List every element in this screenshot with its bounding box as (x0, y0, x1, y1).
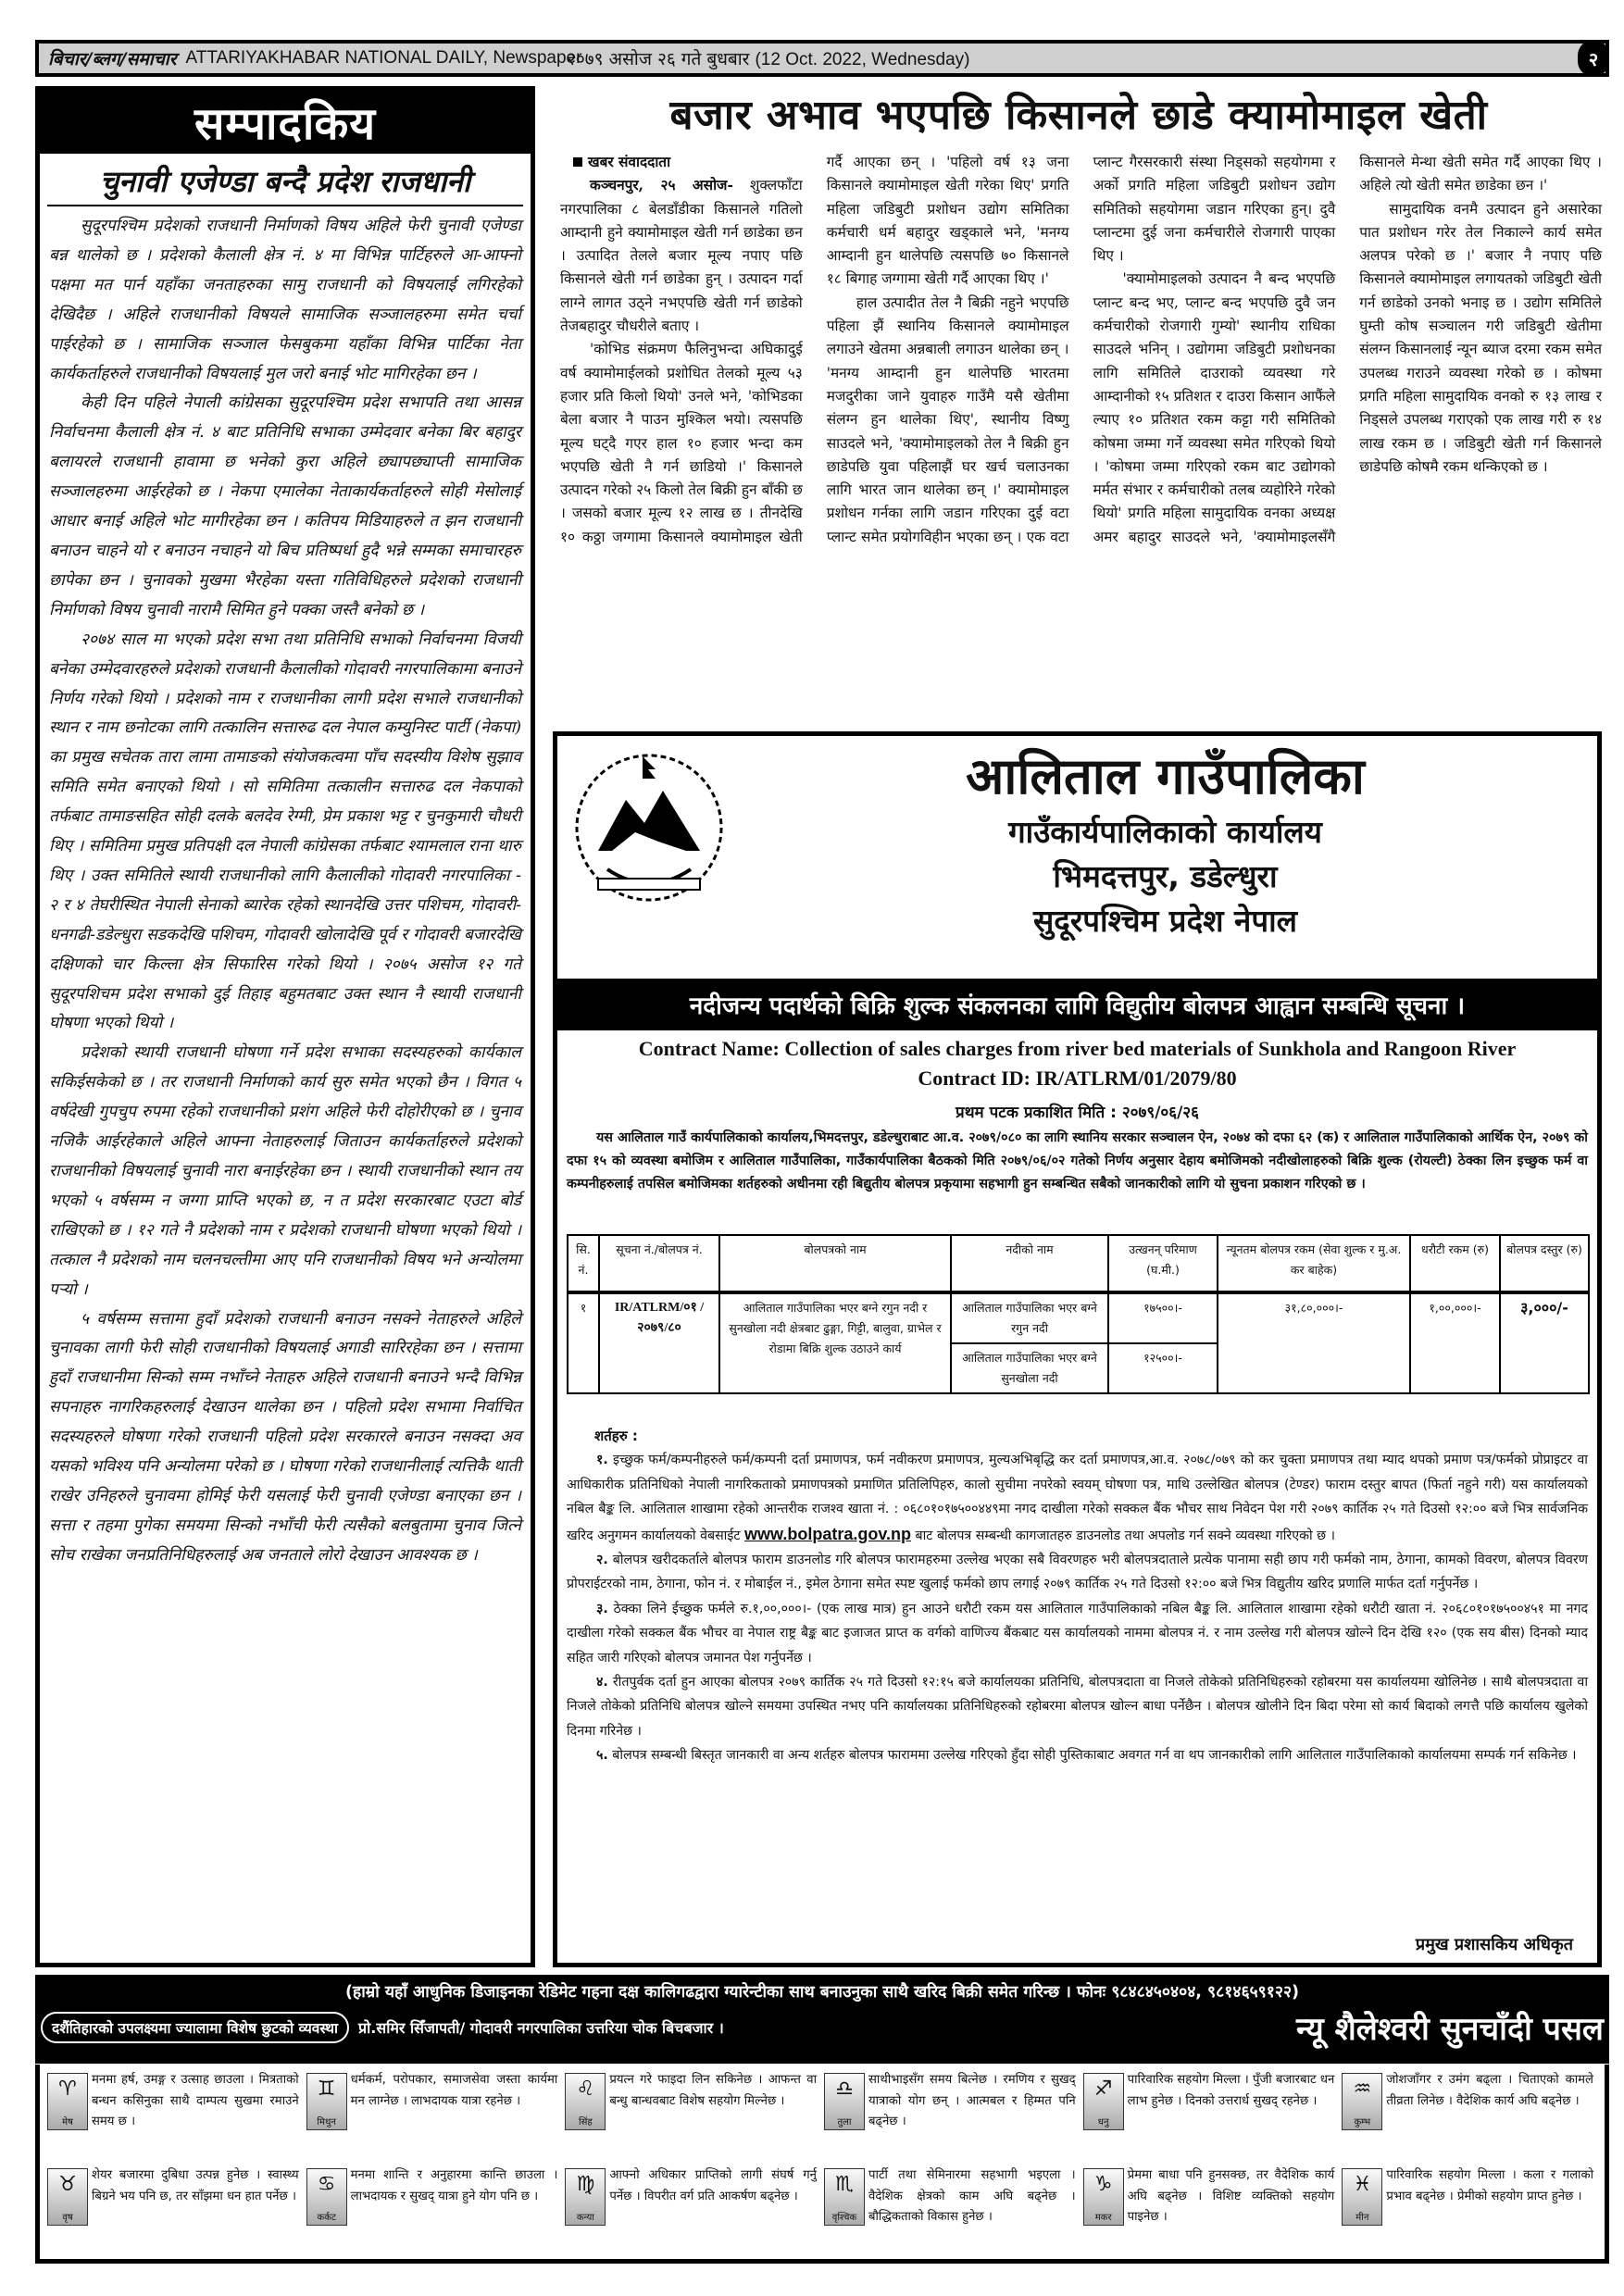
horoscope-item (563, 2162, 822, 2257)
cell-min-bid: ३१,८०,०००।- (1218, 1292, 1410, 1393)
bid-table-header (568, 1235, 1589, 1292)
ad-offer-badge: दशैंतिहारको उपलक्ष्यमा ज्यालामा विशेष छुटको व्यवस्था (41, 2012, 349, 2043)
terms-section (567, 1424, 1588, 1768)
editorial-paragraph: प्रदेशको स्थायी राजधानी घोषणा गर्ने प्रदेश सभाका सदस्यहरुको कार्यकाल सकिईसकेको छ । तर राजधानी निर्माणको कार्य सुरु समेत भएको छैन । विगत ५ वर्षदेखी गुपचुप रुपमा रहेको राजधानीको प्रशंग अहिले फेरी दोहोरीएको छ । चुनाव नजिकै आईरहेकाले अहिले आफ्ना नेताहरुलाई जिताउन कार्यकर्ताहरुले प्रदेशको राजधानीको विषयलाई चुनावी नारा बनाईरहेका छन । स्थायी राजधानीको स्थान तय भएको ५ वर्षसम्म न जग्गा प्राप्ति भएको छ, न त प्रदेश सरकारबाट एउटा बोर्ड राखिएको छ । १२ गते नै प्रदेशको नाम र प्रदेशको राजधानी घोषणा भएको थियो । तत्काल नै प्रदेशको नाम चलनचल्तीमा आए पनि राजधानीको विषय भने अन्योलमा पर्‍यो । (49, 1043, 521, 1299)
term-number: ४. (596, 1675, 608, 1691)
col-fee: बोलपत्र दस्तुर (रु) (1500, 1235, 1589, 1292)
term-item (567, 1670, 1588, 1743)
term-item (567, 1743, 1588, 1767)
contract-name: Contract Name: Collection of sales charges from river bed materials of Sunkhola and Rangoon River (638, 1037, 1517, 1060)
organization-province: सुदूरपश्चिम प्रदेश नेपाल (1032, 903, 1298, 939)
horoscope-text: जोशजाँगर र उमंग बढ्ला । चिताएको कामले तीव्रता लिनेछ । वैदेशिक कार्य अघि बढ्नेछ । (1386, 2073, 1593, 2108)
horoscope-text: पारिवारिक सहयोग मिल्ला । पुँजी बजारबाट धन लाभ हुनेछ । दिनको उत्तरार्ध सुखद् रहनेछ । (1127, 2073, 1335, 2108)
zodiac-name: मीन (1355, 2213, 1369, 2223)
cell-river-name: आलिताल गाउँपालिका भएर बग्ने सुनखोला नदी (951, 1343, 1108, 1393)
article-paragraph: 'कोभिड संक्रमण फैलिनुभन्दा अघिकादुई वर्ष क्यामोमाईलको प्रशोधित तेलको मूल्य ५३ हजार प्रति किलो थियो' उनले भने, 'कोभिडका बेला बजार नै पाउन मुश्किल भयो। त्यसपछि मूल्य घट्दै गएर हाल १० हजार भन्दा कम भएपछि खेती नै गर्न छाडियो ।' किसानले उत्पादन गरेको २५ किलो तेल बिक्री हुन बाँकी छ । जसको बजार मूल्य १२ लाख छ । तीनदेखि १० कठ्ठा जग्गामा किसानले क्यामोमाइल खेती गर्दै आएका छन् । 'पहिलो वर्ष १३ जना किसानले क्यामोमाइल खेती गरेका थिए' प्रगति महिला जडिबुटी प्रशोधन उद्योग समितिका कर्मचारी धर्म बहादुर खड्काले भने, 'मनग्य आम्दानी हुन थालेपछि त्यसपछि ७० किसानले १८ बिगाह जग्गामा खेती गर्दै आएका थिए ।' (560, 154, 1069, 545)
horoscope-text: पारिवारिक सहयोग मिल्ला । कला र गलाको प्रभाव बढ्नेछ । प्रेमीको सहयोग प्राप्त हुनेछ । (1386, 2168, 1593, 2203)
bid-table (567, 1234, 1590, 1394)
cell-bid-name: आलिताल गाउँपालिका भएर बग्ने रगुन नदी र सुनखोला नदी क्षेत्रबाट ढुङ्गा, गिट्टी, बालुवा, ग्राभेल र रोडामा बिक्रि शुल्क उठाउने कार्य (719, 1292, 951, 1393)
tender-notice (553, 731, 1602, 1967)
article-byline (560, 151, 803, 174)
notice-title: नदीजन्य पदार्थको बिक्रि शुल्क संकलनका लागि विद्युतीय बोलपत्र आह्वान सम्बन्धि सूचना । (557, 979, 1597, 1030)
ad-details (35, 2003, 1609, 2053)
terms-heading: शर्तहरु : (594, 1428, 638, 1444)
cell-notice-no: IR/ATLRM/०१ /२०७९/८० (599, 1292, 719, 1393)
issue-date-nepali: २०७९ असोज २६ गते बुधबार (567, 49, 750, 69)
term-text: ठेक्का लिने ईच्छुक फर्मले रु.१,००,०००।- (एक लाख मात्र) हुन आउने धरौटी रकम यस आलिताल गाउँपालिकाको नबिल बैङ्क लि. आलिताल शाखामा रहेको धरौटी खाता नं. २०६८०१०१७५००४५१ मा नगद दाखीला गरेको सक्कल बैंक भौचर वा नेपाल राष्ट्र बैङ्क बाट इजाजत प्राप्त क वर्गको वाणिज्य बैंकबाट यस कार्यालयको नाममा बोलपत्र नं. र नाम उल्लेख गरी बोलपत्र खोल्ने दिन देखि १२० (एक सय बीस) दिनको म्याद सहित जारी गरिएको बोलपत्र जमानत पेश गर्नुपर्नेछ । (567, 1601, 1588, 1666)
notice-intro-text: यस आलिताल गाउँ कार्यपालिकाको कार्यालय,भिमदत्तपुर, डडेल्धुराबाट आ.व. २०७९/०८० का लागि स्थानिय सरकार सञ्चालन ऐन, २०७४ को दफा ६२ (क) र आलिताल गाउँपालिकाको आर्थिक ऐन, २०७९ को दफा १५ को व्यवस्था बमोजिम र आलिताल गाउँपालिका, गाउँकार्यपालिका बैठकको मिति २०७९/०६/०२ गतेको निर्णय अनुसार देहाय बमोजिमको नदीखोलाहरुको बिक्रि शुल्क (रोयल्टी) ठेक्का लिन इच्छुक फर्म वा कम्पनीहरुलाई तपसिल बमोजिमका शर्तहरुको अधीनमा रही बिद्युतीय बोलपत्र प्रकृयामा सहभागी हुन सम्बन्धित सबैको जानकारीको लागि यो सुचना प्रकाशन गरिएको छ । (567, 1130, 1588, 1192)
horoscope-text: प्रेममा बाधा पनि हुनसक्छ, तर वैदेशिक कार्य अघि बढ्नेछ । विशिष्ट व्यक्तिको सहयोग पाइनेछ । (1127, 2168, 1335, 2224)
virgo-icon (565, 2168, 606, 2226)
editorial-body (40, 206, 531, 1571)
horoscope-item (1340, 2162, 1599, 2257)
col-min-bid: न्यूनतम बोलपत्र रकम (सेवा शुल्क र मु.अ. कर बाहेक) (1218, 1235, 1410, 1292)
zodiac-glyph: ♒ (1353, 2078, 1372, 2101)
horoscope-text: प्रयत्न गरे फाइदा लिन सकिनेछ । आफन्त वा बन्धु बान्धवबाट विशेष सहयोग मिल्नेछ । (609, 2073, 817, 2108)
editorial-column (35, 86, 535, 1967)
horoscope-section (35, 2065, 1609, 2264)
zodiac-glyph: ♎ (835, 2078, 854, 2101)
aquarius-icon (1342, 2073, 1382, 2130)
zodiac-name: सिंह (578, 2117, 593, 2128)
zodiac-glyph: ♑ (1093, 2173, 1113, 2196)
article-headline: बजार अभाव भएपछि किसानले छाडे क्यामोमाइल खेती (669, 92, 1488, 139)
editorial-headline: चुनावी एजेण्डा बन्दै प्रदेश राजधानी (47, 161, 523, 206)
ad-shop-name: न्यू शैलेश्वरी सुनचाँदी पसल (1296, 2011, 1604, 2048)
col-river-name: नदीको नाम (951, 1235, 1108, 1292)
term-item (567, 1548, 1588, 1597)
term-number: १. (596, 1453, 608, 1468)
organization-name: आलिताल गाउँपालिका (966, 747, 1365, 805)
nepal-government-emblem-icon (570, 749, 728, 906)
term-number: ५. (596, 1748, 608, 1764)
zodiac-name: वृष (62, 2213, 73, 2223)
horoscope-item (1340, 2066, 1599, 2162)
contract-id: Contract ID: IR/ATLRM/01/2079/80 (918, 1067, 1237, 1090)
editorial-banner: सम्पादकिय (40, 91, 531, 154)
zodiac-glyph: ♍ (576, 2173, 595, 2196)
term-text: रीतपुर्वक दर्ता हुन आएका बोलपत्र २०७९ कार्तिक २५ गते दिउसो १२:१५ बजे कार्यालयका प्रतिनिधि, बोलपत्रदाता वा निजले तोकेको प्रतिनिधिहरुको रहोबरमा यस कार्यालयमा खोलिनेछ । साथै बोलपत्रदाता वा निजले तोकेको प्रतिनिधि बोलपत्र खोल्ने समयमा उपस्थित नभए पनि कार्यालयका प्रतिनिधिहरुको रहोबरमा बोलपत्र खोल्न बाधा पर्नेछैन । बोलपत्र खोलीने दिन बिदा परेमा सो कार्य बिदाको लगत्तै पछि कार्यालय खुलेको दिनमा गरिनेछ । (567, 1675, 1588, 1739)
article-paragraph (560, 174, 803, 338)
byline-text: खबर संवाददाता (588, 154, 671, 170)
editorial-paragraph: सुदूरपश्चिम प्रदेशको राजधानी निर्माणको विषय अहिले फेरी चुनावी एजेण्डा बन्न थालेको छ । प्रदेशको कैलाली क्षेत्र नं. ४ मा विभिन्न पार्टिहरुले आ-आफ्नो पक्षमा मत पार्न यहाँका जनताहरुका सामु राजधानी को विषयलाई लगिरहेको देखिदैछ । अहिले राजधानीको विषयले सामाजिक सञ्जालहरुमा समेत चर्चा पाईरहेको छ । सामाजिक सञ्जाल फेसबुकमा यहाँका विभिन्न पार्टिका नेता कार्यकर्ताहरुले राजधानीको विषयलाई मुल जरो बनाई भोट मागिरहेका छन । (49, 217, 521, 383)
table-row (568, 1292, 1589, 1343)
zodiac-name: वृश्चिक (831, 2213, 857, 2223)
cell-volume: १२५००।- (1108, 1343, 1218, 1393)
cell-deposit: १,००,०००।- (1410, 1292, 1500, 1393)
horoscope-item (822, 2162, 1081, 2257)
article-paragraph-text: शुक्लफाँटा नगरपालिका ८ बेलडाँडीका किसानले गतिलो आम्दानी हुने क्यामोमाइल खेती गर्न छाडेका छन । उत्पादित तेलले बजार मूल्य नपाए पछि किसानले खेती गर्न छाडेका हुन् । उत्पादन गर्दा लाग्ने लागत उठ्ने नभएपछि खेती गर्न छाडेको तेजबहादुर चौधरीले बताए । (560, 177, 803, 335)
capricorn-icon (1083, 2168, 1124, 2226)
signatory-title: प्रमुख प्रशासकिय अधिकृत (1415, 1935, 1573, 1954)
editorial-paragraph: २०७४ साल मा भएको प्रदेश सभा तथा प्रतिनिधि सभाको निर्वाचनमा विजयी बनेका उम्मेदवारहरुले प्रदेशको राजधानी कैलालीको गोदावरी नगरपालिकामा बनाउने निर्णय गरेको थियो । प्रदेशको नाम र राजधानीका लागी प्रदेश सभाले राजधानीको स्थान र नाम छनोटका लागि तत्कालिन सत्तारुढ दल नेपाल कम्युनिस्ट पार्टी (नेकपा) का प्रमुख सचेतक तारा लामा तामाङको संयोजकत्वमा पाँच सदस्यीय विशेष सुझाव समिति समेत बनाएको थियो । सो समितिमा तत्कालीन सत्तारुढ दल नेकपाको तर्फबाट तामाङसहित सोही दलके बलदेव रेग्मी, प्रेम प्रकाश भट्ट र चुनकुमारी चौधरी थिए । समितिमा प्रमुख प्रतिपक्षी दल नेपाली कांग्रेसका तर्फबाट श्यामलाल राना थारु थिए । उक्त समितिले स्थायी राजधानीको लागि कैलालीको गोदावरी नगरपालिका - २ र ४ तेघरीस्थित नेपाली सेनाको ब्यारेक रहेको स्थानदेखि उत्तर पशिचम, गोदावरी-धनगढी-डडेल्धुरा सडकदेखि पशिचम, गोदावरी खोलादेखि पूर्व र गोदावरी बजारदेखि दक्षिणको चार किल्ला क्षेत्र सिफारिस गरेको थियो । २०७५ असोज १२ गते सुदूरपशिचम प्रदेश सभाको दुई तिहाइ बहुमतबाट उक्त स्थान नै स्थायी राजधानी घोषणा भएको थियो । (49, 630, 521, 1033)
term-item (567, 1448, 1588, 1548)
pisces-icon (1342, 2168, 1382, 2226)
organization-office: गाउँकार्यपालिकाको कार्यालय (1008, 814, 1322, 850)
ad-proprietor: प्रो.समिर सिँजापती/ गोदावरी नगरपालिका उत्तरिया चोक बिचबजार । (358, 2019, 724, 2037)
article-paragraph: सामुदायिक वनमै उत्पादन हुने असारेका पात प्रशोधन गरेर तेल निकाल्ने कार्य समेत अलपत्र परेको छ ।' बजार नै नपाए पछि किसानले क्यामोमाइल लगायतको जडिबुटी खेती गर्न छाडेको उनको भनाइ छ । उद्योग समितिले घुम्ती कोष सञ्चालन गरी जडिबुटी खेतीमा संलग्न किसानलाई न्यून ब्याज दरमा रकम समेत उपलब्ध गराउने व्यवस्था गरेको छ । कोषमा प्रगति महिला सामुदायिक वनको रु १३ लाख र निड्सले उपलब्ध गराएको एक लाख गरी रु १४ लाख रकम छ । जडिबुटी खेती गर्न किसानले छाडेपछि कोषमै रकम थन्किएको छ । (1359, 200, 1602, 475)
aries-icon (47, 2073, 88, 2130)
term-text: इच्छुक फर्म/कम्पनीहरुले फर्म/कम्पनी दर्ता प्रमाणपत्र, फर्म नवीकरण प्रमाणपत्र, मुल्यअभिबृद्धि कर दर्ता प्रमाणपत्र,आ.व. २०७८/०७९ को कर चुक्ता प्रमाणपत्र तथा म्याद थपको प्रमाण पत्र/फर्मको प्रोप्राइटर वा आधिकारीक प्रतिनिधिको नेपाली नागरिकताको प्रमाणपत्रको प्रमाणित प्रतिलिपिहरु, कालो सुचीमा नपरेको स्वयम् घोषणा पत्र, माथि उल्लेखित बोलपत्र (टेण्डर) फाराम दस्तुर बापत (फिर्ता नहुने गरी) यस कार्यालयको नबिल बैङ्क लि. आलिताल शाखामा रहेको आन्तरीक राजश्व खाता नं. : ०६८०१०१७५००४४९मा नगद दाखीला गरेको सक्कल बैंक भौचर साथ निवेदन पेश गरी २०७९ कार्तिक २५ गते दिउसो १२:०० बजे भित्र सार्वजनिक खरिद अनुगमन कार्यालयको वेबसाईट (567, 1453, 1588, 1543)
zodiac-glyph: ♈ (58, 2078, 77, 2101)
gemini-icon (306, 2073, 347, 2130)
zodiac-name: मकर (1094, 2213, 1112, 2223)
zodiac-name: मेष (62, 2117, 73, 2128)
editorial-paragraph: केही दिन पहिले नेपाली कांग्रेसका सुदूरपश्चिम प्रदेश सभापति तथा आसन्न निर्वाचनमा कैलाली क्षेत्र नं. ४ बाट प्रतिनिधि सभाका उम्मेदवार बनेका बिर बहादुर बलायरले राजधानी हावामा छ भनेको कुरा अहिले छ्यापछ्याप्ती सामाजिक सञ्जालहरुमा आईरहेको छ । नेकपा एमालेका नेताकार्यकर्ताहरुले सोही मेसोलाई आधार बनाई अहिले भोट मागीरहेका छन । कतिपय मिडियाहरुले त झन राजधानी बनाउन चाहने यो र बनाउन नचाहने यो बिच प्रतिष्पर्धा हुदै भन्ने सम्मका समाचारहरु छापेका छन । चुनावको मुखमा भैरहेका यस्ता गतिविधिहरुले प्रदेशको राजधानी निर्माणको विषय चुनावी नारामै सिमित हुने पक्का जस्तै बनेको छ । (49, 393, 521, 619)
article-paragraph: हाल उत्पादीत तेल नै बिक्री नहुने भएपछि पहिला झैं स्थानिय किसानले क्यामोमाइल लगाउने खेतमा अन्नबाली लगाउन थालेका छन् । 'मनग्य आम्दानी हुन थालेपछि भारतमा मजदुरीका जाने युवाहरु गाउँमै यसै खेतीमा संलग्न हुन थालेका थिए', स्थानीय विष्णु साउदले भने, 'क्यामोमाइलको तेल नै बिक्री हुन छाडेपछि युवा पहिलाझैं घर खर्च चलाउनका लागि भारत जान थालेका छन् ।' क्यामोमाइल प्रशोधन गर्नका लागि जडान गरिएका दुई वटा प्लान्ट समेत प्रयोगविहीन भएका छन् । एक वटा प्लान्ट गैरसरकारी संस्था निड्सको सहयोगमा र अर्को प्रगति महिला जडिबुटी प्रशोधन उद्योग समितिको सहयोगमा जडान गरिएका हुन्। दुवै प्लान्टमा दुई जना कर्मचारीले रोजगारी पाएका थिए । (826, 154, 1336, 545)
zodiac-glyph: ♌ (576, 2078, 595, 2101)
col-serial: सि. नं. (568, 1235, 599, 1292)
horoscope-text: साथीभाइसँग समय बित्नेछ । रमणिय र सुखद् यात्राको योग छन् । आत्मबल र हिम्मत पनि बढ्नेछ । (868, 2073, 1076, 2128)
zodiac-glyph: ♉ (58, 2173, 77, 2196)
horoscope-text: मनमा शान्ति र अनुहारमा कान्ति छाउला । लाभदायक र सुखद् यात्रा हुने योग पनि छ । (350, 2168, 558, 2203)
organization-address: भिमदत्तपुर, डडेल्धुरा (1053, 858, 1278, 894)
horoscope-item (1081, 2066, 1341, 2162)
cell-serial: १ (568, 1292, 599, 1393)
zodiac-name: कर्कट (317, 2213, 336, 2223)
horoscope-text: मनमा हर्ष, उमङ्ग र उत्साह छाउला । मित्रताको बन्धन कसिनुका साथै दाम्पत्य सुखमा रमाउने समय छ । (92, 2073, 299, 2128)
horoscope-text: पार्टी तथा सेमिनारमा सहभागी भइएला । वैदेशिक क्षेत्रको काम अघि बढ्नेछ । बौद्धिकताको विकास हुनेछ । (868, 2168, 1076, 2224)
horoscope-item (305, 2066, 564, 2162)
zodiac-glyph: ♋ (317, 2173, 336, 2196)
first-published-date: प्रथम पटक प्रकाशित मिति : २०७९/०६/२६ (956, 1104, 1199, 1122)
issue-date-english: (12 Oct. 2022, Wednesday) (755, 50, 970, 69)
newspaper-name: ATTARIYAKHABAR NATIONAL DAILY, Newspaper (185, 48, 582, 68)
col-notice-no: सूचना नं./बोलपत्र नं. (599, 1235, 719, 1292)
horoscope-text: आफ्नो अधिकार प्राप्तिको लागी संघर्ष गर्नु पर्नेछ । विपरीत वर्ग प्रति आकर्षण बढ्नेछ । (609, 2168, 817, 2203)
horoscope-item (1081, 2162, 1341, 2257)
taurus-icon (47, 2168, 88, 2226)
page-number: २ (1578, 40, 1609, 77)
zodiac-name: कन्या (576, 2213, 594, 2223)
term-text: बोलपत्र सम्बन्धी बिस्तृत जानकारी वा अन्य शर्तहरु बोलपत्र फाराममा उल्लेख गरिएको हुँदा सोही पुस्तिकाबाट अवगत गर्न वा थप जानकारीको लागि आलिताल गाउँपालिकाको कार्यालयमा सम्पर्क गर्न सकिनेछ । (612, 1748, 1577, 1764)
zodiac-glyph: ♓ (1353, 2173, 1372, 2196)
horoscope-item (45, 2162, 305, 2257)
article-paragraph: 'क्यामोमाइलको उत्पादन नै बन्द भएपछि प्लान्ट बन्द भए, प्लान्ट बन्द भएपछि दुवै जन कर्मचारीको रोजगारी गुम्यो' स्थानीय राधिका साउदले भनिन् । उद्योगमा जडिबुटी प्रशोधनका लागि समितिले दाउराको व्यवस्था गरे आम्दानीको १५ प्रतिशत र दाउरा किसान आफैंले ल्याए १० प्रतिशत रकम कट्टा गरी समितिको कोषमा जम्मा गर्ने व्यवस्था समेत गरिएको थियो । 'कोषमा जम्मा गरिएको रकम बाट उद्योगको मर्मत संभार र कर्मचारीको तलब व्यहोरिने गरेको थियो' प्रगति महिला सामुदायिक वनका अध्यक्ष अमर बहादुर साउदले भने, 'क्यामोमाइलसँगै किसानले मेन्था खेती समेत गर्दै आएका थिए । अहिले त्यो खेती समेत छाडेका छन ।' (1093, 154, 1602, 545)
zodiac-glyph: ♏ (835, 2173, 854, 2196)
zodiac-name: तुला (837, 2117, 852, 2128)
term-text: बोलपत्र खरीदकर्ताले बोलपत्र फाराम डाउनलोड गरि बोलपत्र फारामहरुमा उल्लेख भएका सबै विवरणहरु भरी बोलपत्रदाताले प्रत्येक पानामा सही छाप गरी फर्मको नाम, ठेगाना, कामको विवरण, बोलपत्र विवरण प्रोपराईटरको नाम, ठेगाना, फोन नं. र मोबाईल नं., इमेल ठेगाना समेत स्पष्ट खुलाई फर्मको छाप लगाई २०७९ कार्तिक २५ गते दिउसो १२:०० बजे भित्र विद्युतीय खरिद प्रणालि मार्फत दर्ता गर्नुपर्नेछ । (567, 1553, 1588, 1592)
cell-fee: ३,०००/- (1500, 1292, 1589, 1393)
section-category: बिचार/ब्लग/समाचार (48, 49, 177, 69)
term-item (567, 1597, 1588, 1670)
zodiac-glyph: ♐ (1093, 2078, 1113, 2101)
contract-info (557, 1034, 1597, 1093)
masthead-bar (35, 40, 1609, 77)
article-body (560, 151, 1602, 716)
bullet-square-icon (573, 157, 582, 167)
term-number: २. (596, 1553, 608, 1568)
article-dateline: कञ्चनपुर, २५ असोज- (590, 177, 733, 194)
editorial-paragraph: ५ वर्षसम्म सत्तामा हुदाँ प्रदेशको राजधानी बनाउन नसक्ने नेताहरुले अहिले चुनावका लागी फेरी सोही राजधानीको विषयलाई अगाडी सारिरहेका छन । सत्तामा हुदाँ राजधानीमा सिन्को सम्म नभाँच्ने नेताहरु अहिले राजधानी बनाउने भन्दै विभिन्न सपनाहरु नागरिकहरुलाई देखाउन थालेका छन । पहिलो प्रदेश सभामा निर्वाचित सदस्यहरुले घोषणा गरेको राजधानी पहिलो प्रदेश सरकारले बनाउन नसक्दा अव यसको भविश्य पनि अन्योलमा परेको छ । घोषणा गरेको राजधानीलाई त्यत्तिकै थाती राखेर उनिहरुले चुनावमा होमिई फेरी यसलाई फेरी चुनावी एजेण्डा बनाएका छन । सत्ता र तहमा पुगेका समयमा सिन्को नभाँची फेरी त्यसैको बलबुतामा चुनाव जित्ने सोच राखेका जनप्रतिनिधिहरुलाई अब जनताले लोरो देखाउन आवश्यक छ । (49, 1309, 521, 1565)
zodiac-name: कुम्भ (1354, 2117, 1371, 2128)
scorpio-icon (824, 2168, 865, 2226)
jewellery-advertisement (35, 1975, 1609, 2064)
col-deposit: धरौटी रकम (रु) (1410, 1235, 1500, 1292)
bolpatra-website-link[interactable]: www.bolpatra.gov.np (744, 1524, 911, 1543)
notice-intro (567, 1127, 1588, 1196)
cell-volume: १७५००।- (1108, 1292, 1218, 1343)
horoscope-item (563, 2066, 822, 2162)
horoscope-item (822, 2066, 1081, 2162)
sagittarius-icon (1083, 2073, 1124, 2130)
horoscope-text: धर्मकर्म, परोपकार, समाजसेवा जस्ता कार्यमा मन लाग्नेछ । लाभदायक यात्रा रहनेछ । (350, 2073, 558, 2108)
horoscope-item (305, 2162, 564, 2257)
horoscope-text: शेयर बजारमा दुबिधा उत्पन्न हुनेछ । स्वास्थ्य बिग्रने भय पनि छ, तर साँझमा धन हात पर्नेछ । (92, 2168, 299, 2203)
zodiac-name: धनु (1097, 2117, 1109, 2128)
term-text: बाट बोलपत्र सम्बन्धी कागजातहरु डाउनलोड तथा अपलोड गर्न सक्ने व्यवस्था गरिएको छ । (915, 1528, 1335, 1543)
term-number: ३. (596, 1601, 608, 1616)
issue-date (567, 46, 969, 70)
col-volume: उत्खनन् परिमाण (घ.मी.) (1108, 1235, 1218, 1292)
zodiac-glyph: ♊ (317, 2078, 336, 2101)
cancer-icon (306, 2168, 347, 2226)
organization-block (743, 743, 1588, 943)
cell-river-name: आलिताल गाउँपालिका भएर बग्ने रगुन नदी (951, 1292, 1108, 1343)
zodiac-name: मिथुन (317, 2117, 336, 2128)
leo-icon (565, 2073, 606, 2130)
col-bid-name: बोलपत्रको नाम (719, 1235, 951, 1292)
horoscope-item (45, 2066, 305, 2162)
libra-icon (824, 2073, 865, 2130)
ad-description: (हाम्रो यहाँ आधुनिक डिजाइनका रेडिमेट गहना दक्ष कालिगढद्वारा ग्यारेन्टीका साथ बनाउनुका साथै खरिद बिक्री समेत गरिन्छ । फोनः ९८४८४५०४०४, ९८१४६५९१२२) (344, 1983, 1300, 2002)
